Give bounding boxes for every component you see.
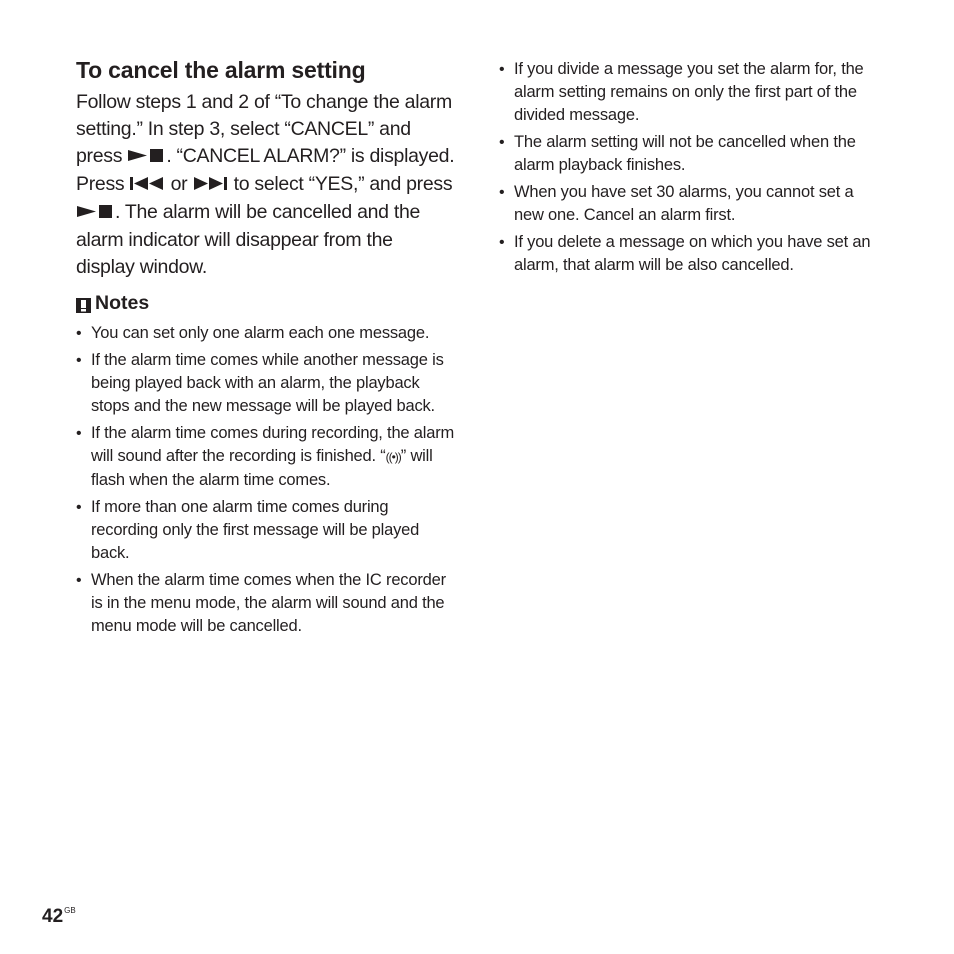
- previous-track-icon: [130, 172, 164, 199]
- bullet: •: [76, 352, 82, 369]
- next-track-icon: [193, 172, 227, 199]
- note-item: [76, 569, 456, 638]
- note-item: [76, 322, 456, 345]
- note-item: [499, 181, 884, 227]
- play-stop-icon: [77, 200, 114, 227]
- note-item: [76, 496, 456, 565]
- bullet: •: [499, 134, 505, 151]
- bullet: •: [76, 572, 82, 589]
- note-text: If the alarm time comes during recording, the alarm will sound after the recording is finished. “: [91, 424, 455, 465]
- note-item: [76, 349, 456, 418]
- section-heading: To cancel the alarm setting: [76, 57, 366, 83]
- page-number-value: 42: [42, 906, 64, 927]
- alarm-indicator-icon: ((•)): [385, 450, 401, 464]
- bullet: •: [499, 234, 505, 251]
- instruction-text-4: to select “YES,” and press: [233, 173, 453, 195]
- note-text: If more than one alarm time comes during recording only the first message will be played back.: [91, 498, 420, 562]
- note-item: [499, 231, 884, 277]
- notes-heading-label: Notes: [95, 292, 150, 314]
- bullet: •: [76, 499, 82, 516]
- note-text: You can set only one alarm each one message.: [91, 324, 430, 342]
- notes-list-right: [499, 58, 884, 281]
- note-text: If you delete a message on which you have set an alarm, that alarm will be also cancelled.: [514, 233, 871, 274]
- note-icon: [76, 296, 91, 311]
- note-text: If you divide a message you set the alarm for, the alarm setting remains on only the first part of the divided message.: [514, 60, 864, 124]
- notes-heading: [76, 292, 149, 315]
- bullet: •: [76, 325, 82, 342]
- bullet: •: [499, 184, 505, 201]
- note-text: The alarm setting will not be cancelled when the alarm playback finishes.: [514, 133, 856, 174]
- page-region-code: GB: [64, 906, 76, 915]
- instruction-text-1: Follow steps 1 and 2 of “To change the alarm setting.” In step 3, select “CANCEL” and press: [76, 91, 452, 167]
- bullet: •: [76, 425, 82, 442]
- note-text: ” will flash when the alarm time comes.: [91, 447, 433, 489]
- note-item: [499, 58, 884, 127]
- page-number: [42, 906, 76, 928]
- note-item: [499, 131, 884, 177]
- note-item: [76, 422, 456, 492]
- note-text: When the alarm time comes when the IC recorder is in the menu mode, the alarm will sound and the menu mode will be cancelled.: [91, 571, 446, 635]
- instruction-paragraph: [76, 89, 456, 281]
- instruction-text-5: . The alarm will be cancelled and the alarm indicator will disappear from the display window.: [76, 201, 421, 278]
- instruction-text-or: or: [170, 173, 188, 195]
- play-stop-icon: [128, 144, 165, 171]
- note-text: When you have set 30 alarms, you cannot set a new one. Cancel an alarm first.: [514, 183, 854, 224]
- bullet: •: [499, 61, 505, 78]
- note-text: If the alarm time comes while another message is being played back with an alarm, the playback stops and the new message will be played back.: [91, 351, 444, 415]
- instruction-text-2: . “CANCEL ALARM?” is displayed. Press: [76, 145, 455, 195]
- notes-list-left: [76, 322, 456, 642]
